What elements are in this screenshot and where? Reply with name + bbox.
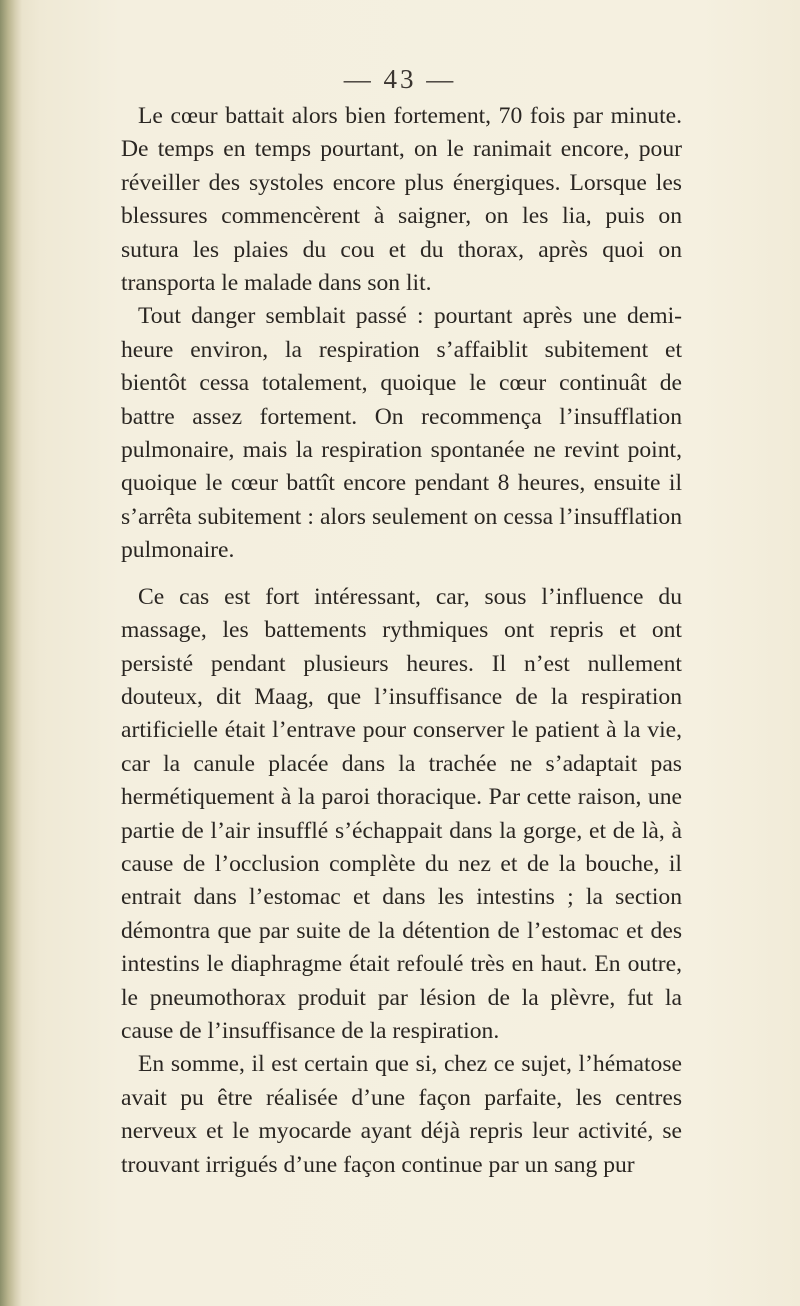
paragraph-1: Le cœur battait alors bien fortement, 70 fois par minute. De temps en temps pourtant, on le ranimait encore, pour réveiller des systoles encore plus énergiques. Lorsque les blessures commencèrent à saigner, on les lia, puis on sutura les plaies du cou et du thorax, après quoi on transporta le malade dans son lit. bbox=[121, 103, 682, 297]
paragraph-3: Ce cas est fort intéressant, car, sous l’influence du massage, les battements rythmiques ont repris et ont persisté pendant plusieurs heures. Il n’est nullement douteux, dit Maag, que l’insuffisance de la respiration artificielle était l’entrave pour conserver le patient à la vie, car la canule placée dans la trachée ne s’adaptait pas hermétiquement à la paroi thoracique. Par cette raison, une partie de l’air insufflé s’échappait dans la gorge, et de là, à cause de l’occlusion complète du nez et de la bouche, il entrait dans l’estomac et dans les intestins ; la section démontra que par suite de la détention de l’estomac et des intestins le diaphragme était refoulé très en haut. En outre, le pneumothorax produit par lésion de la plèvre, fut la cause de l’insuffisance de la respiration. bbox=[121, 583, 682, 1044]
paragraph-2: Tout danger semblait passé : pourtant après une demi-heure environ, la respiration s’affaiblit subitement et bientôt cessa totalement, quoique le cœur continuât de battre assez fortement. On recommença l’insufflation pulmonaire, mais la respiration spontanée ne revint point, quoique le cœur battît encore pendant 8 heures, ensuite il s’arrêta subitement : alors seulement on cessa l’insufflation pulmonaire. bbox=[121, 303, 682, 564]
paragraph-4: En somme, il est certain que si, chez ce sujet, l’hématose avait pu être réalisée d’une façon parfaite, les centres nerveux et le myocarde ayant déjà repris leur activité, se trouvant irrigués d’une façon continue par un sang pur bbox=[121, 1051, 682, 1178]
binding-gutter bbox=[0, 0, 22, 1306]
body-text bbox=[121, 100, 682, 1182]
page-number: — 43 — bbox=[343, 64, 457, 94]
